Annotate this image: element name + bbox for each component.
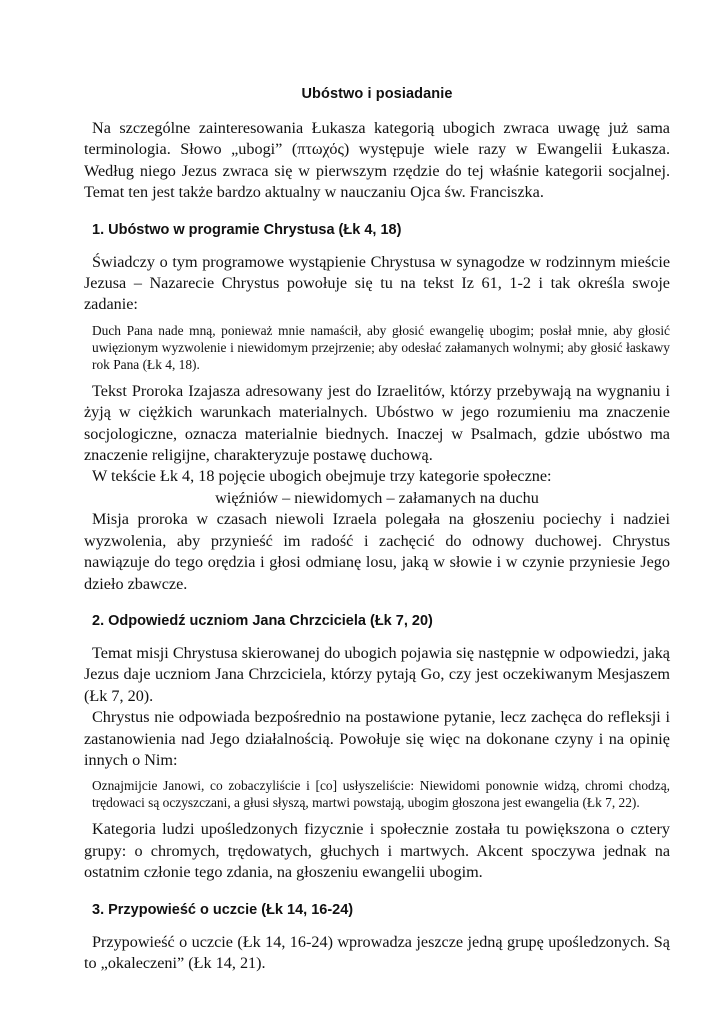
section-2-paragraph-1: Temat misji Chrystusa skierowanej do ubogich pojawia się następnie w odpowiedzi, jaką Jezus daje uczniom Jana Chrzciciela, którzy pytają Go, czy jest oczekiwanym Mesjaszem (Łk 7, 20). bbox=[84, 643, 670, 705]
section-1-paragraph-3: W tekście Łk 4, 18 pojęcie ubogich obejmuje trzy kategorie społeczne: bbox=[92, 467, 552, 486]
section-1-paragraph-4: Misja proroka w czasach niewoli Izraela polegała na głoszeniu pociechy i nadziei wyzwolenia, aby przynieść im radość i zachęcić do odnowy duchowej. Chrystus nawiązuje do tego orędzia i głosi odmianę losu, jaką w słowie i w czynie przyniesie Jego dzieło zbawcze. bbox=[84, 510, 670, 593]
section-1-heading: 1. Ubóstwo w programie Chrystusa (Łk 4, 18) bbox=[92, 221, 402, 238]
section-3-paragraph-1: Przypowieść o uczcie (Łk 14, 16-24) wprowadza jeszcze jedną grupę upośledzonych. Są to „okaleczeni” (Łk 14, 21). bbox=[84, 932, 670, 972]
section-1-categories: więźniów – niewidomych – załamanych na duchu bbox=[215, 488, 539, 507]
section-1-paragraph-2: Tekst Proroka Izajasza adresowany jest do Izraelitów, którzy przebywają na wygnaniu i żyją w ciężkich warunkach materialnych. Ubóstwo w jego rozumieniu ma znaczenie socjologiczne, oznacza materialnie biednych. Inaczej w Psalmach, gdzie ubóstwo ma znaczenie religijne, charakteryzuje postawę duchową. bbox=[84, 381, 670, 465]
intro-paragraph: Na szczególne zainteresowania Łukasza kategorią ubogich zwraca uwagę już sama terminologia. Słowo „ubogi” (πτωχός) występuje wiele razy w Ewangelii Łukasza. Według niego Jezus zwraca się w pierwszym rzędzie do tej właśnie kategorii socjalnej. Temat ten jest także bardzo aktualny w nauczaniu Ojca św. Franciszka. bbox=[84, 119, 670, 202]
section-2-quote: Oznajmijcie Janowi, co zobaczyliście i [co] usłyszeliście: Niewidomi ponownie widzą, chromi chodzą, trędowaci są oczyszczani, a głusi słyszą, martwi powstają, ubogim głoszona jest ewangelia (Łk 7, 22). bbox=[92, 778, 670, 811]
page-title: Ubóstwo i posiadanie bbox=[301, 86, 453, 102]
section-2-paragraph-3: Kategoria ludzi upośledzonych fizycznie i społecznie została tu powiększona o cztery grupy: o chromych, trędowatych, głuchych i martwych. Akcent spoczywa jednak na ostatnim członie tego zdania, na głoszeniu ewangelii ubogim. bbox=[84, 820, 670, 882]
section-1-quote: Duch Pana nade mną, ponieważ mnie namaścił, aby głosić ewangelię ubogim; posłał mnie, aby głosić uwięzionym wyzwolenie i niewidomym przejrzenie; aby odesłać załamanych wolnymi; aby głosić łaskawy rok Pana (Łk 4, 18). bbox=[92, 322, 670, 372]
section-2-paragraph-2: Chrystus nie odpowiada bezpośrednio na postawione pytanie, lecz zachęca do refleksji i zastanowienia nad Jego działalnością. Powołuje się więc na dokonane czyny i na opinię innych o Nim: bbox=[84, 708, 670, 769]
section-3-heading: 3. Przypowieść o uczcie (Łk 14, 16-24) bbox=[92, 901, 354, 918]
section-1-paragraph-1: Świadczy o tym programowe wystąpienie Chrystusa w synagodze w rodzinnym mieście Jezusa – Nazarecie Chrystus powołuje się tu na tekst Iz 61, 1-2 i tak określa swoje zadanie: bbox=[84, 252, 670, 314]
section-2-heading: 2. Odpowiedź uczniom Jana Chrzciciela (Łk 7, 20) bbox=[92, 612, 433, 629]
